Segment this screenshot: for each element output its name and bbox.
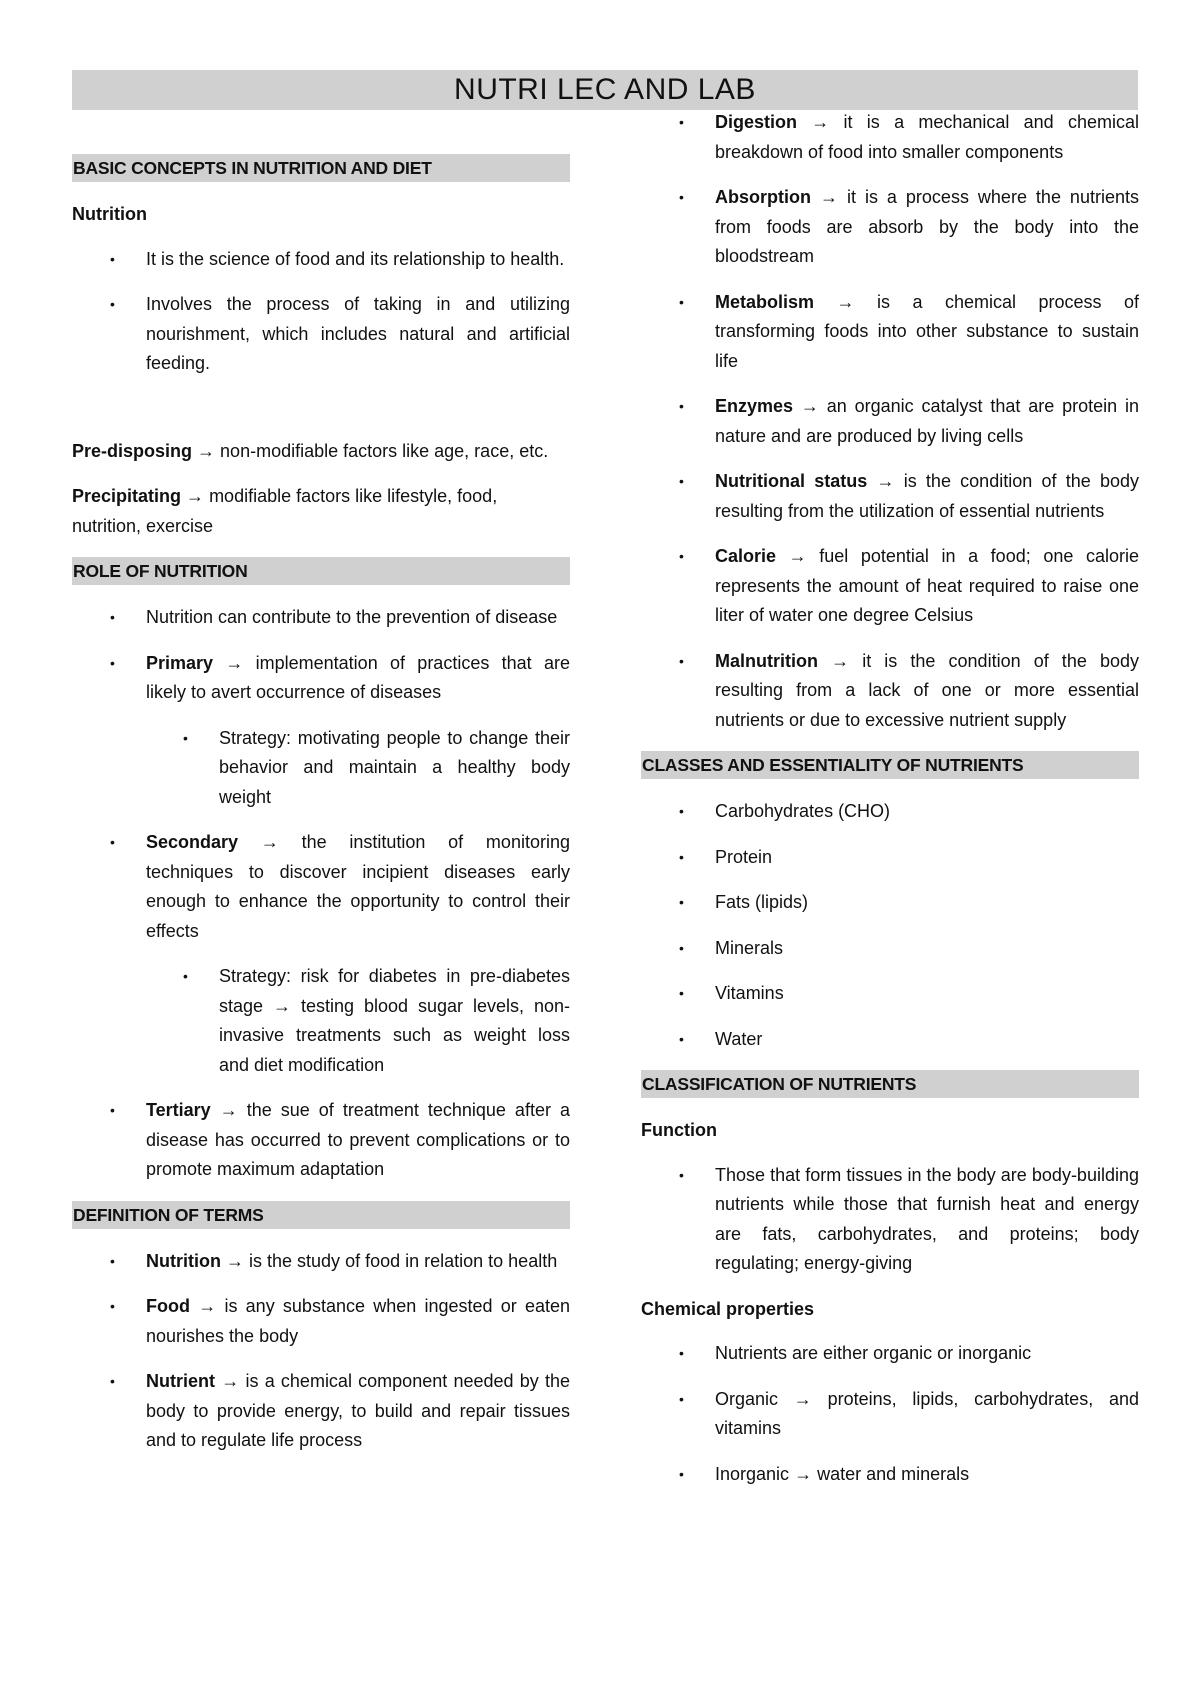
list-item: • Nutrition can contribute to the prevention of disease [72, 603, 570, 633]
bullet-icon: • [110, 1252, 115, 1269]
list-item: • Absorption → it is a process where the nutrients from foods are absorb by the body into the bloodstream [641, 183, 1139, 272]
list-item: • Nutrition → is the study of food in relation to health [72, 1247, 570, 1277]
list-item: • Strategy: risk for diabetes in pre-diabetes stage → testing blood sugar levels, non-invasive treatments such as weight loss and diet modification [72, 962, 570, 1080]
arrow-icon: → [794, 1463, 813, 1484]
arrow-icon: → [811, 112, 830, 132]
right-column [641, 108, 1139, 1505]
list-item: • Tertiary → the sue of treatment technique after a disease has occurred to prevent complications or to promote maximum adaptation [72, 1096, 570, 1185]
bullet-icon: • [183, 729, 188, 746]
bullet-icon: • [679, 985, 684, 1001]
arrow-icon: → [186, 486, 205, 506]
list-item: • It is the science of food and its relationship to health. [72, 245, 570, 275]
bullet-icon: • [679, 1030, 684, 1047]
arrow-icon: → [819, 187, 838, 207]
role-list [72, 603, 570, 1185]
list-item: • Nutritional status → is the condition of the body resulting from the utilization of essential nutrients [641, 467, 1139, 526]
subheading-chemical-properties: Chemical properties [641, 1298, 815, 1319]
subheading-function: Function [641, 1120, 717, 1140]
bullet-icon: • [679, 1166, 684, 1183]
page-title: NUTRI LEC AND LAB [72, 70, 1138, 110]
predisposing-paragraph: Pre-disposing → non-modifiable factors like age, race, etc. [72, 440, 549, 461]
section-heading-classification-of-nutrients: CLASSIFICATION OF NUTRIENTS [641, 1070, 1139, 1098]
arrow-icon: → [273, 995, 292, 1016]
list-item: • Food → is any substance when ingested or eaten nourishes the body [72, 1292, 570, 1351]
bullet-icon: • [679, 398, 684, 414]
subheading-nutrition: Nutrition [72, 204, 147, 224]
list-item: • Fats (lipids) [641, 888, 1139, 918]
bullet-icon: • [110, 834, 115, 850]
bullet-icon: • [110, 296, 115, 312]
bullet-icon: • [679, 848, 684, 865]
section-heading-basic-concepts: BASIC CONCEPTS IN NUTRITION AND DIET [72, 154, 570, 182]
arrow-icon: → [260, 832, 279, 852]
bullet-icon: • [110, 1373, 115, 1389]
bullet-icon: • [183, 968, 188, 984]
list-item: • Minerals [641, 934, 1139, 964]
bullet-icon: • [110, 1298, 115, 1314]
bullet-icon: • [679, 114, 684, 130]
arrow-icon: → [197, 440, 216, 461]
bullet-icon: • [679, 473, 684, 489]
list-item: • Malnutrition → it is the condition of the body resulting from a lack of one or more essential nutrients or due to excessive nutrient supply [641, 647, 1139, 736]
list-item: • Digestion → it is a mechanical and chemical breakdown of food into smaller components [641, 108, 1139, 167]
arrow-icon: → [198, 1296, 217, 1316]
bullet-icon: • [110, 654, 115, 671]
arrow-icon: → [221, 1371, 240, 1391]
left-column [72, 154, 570, 1472]
arrow-icon: → [876, 471, 895, 491]
list-item: • Those that form tissues in the body are body-building nutrients while those that furnish heat and energy are fats, carbohydrates, and proteins; body regulating; energy-giving [641, 1161, 1139, 1279]
definitions-list-right [641, 108, 1139, 735]
bullet-icon: • [679, 803, 684, 819]
list-item: • Nutrients are either organic or inorganic [641, 1339, 1139, 1369]
bullet-icon: • [679, 189, 684, 205]
list-item: • Nutrient → is a chemical component needed by the body to provide energy, to build and repair tissues and to regulate life process [72, 1367, 570, 1456]
list-item: • Enzymes → an organic catalyst that are protein in nature and are produced by living cells [641, 392, 1139, 451]
list-item: • Vitamins [641, 979, 1139, 1009]
arrow-icon: → [219, 1100, 238, 1120]
bullet-icon: • [679, 1465, 684, 1482]
list-item: • Carbohydrates (CHO) [641, 797, 1139, 827]
chemical-list [641, 1339, 1139, 1489]
section-heading-role-of-nutrition: ROLE OF NUTRITION [72, 557, 570, 585]
classes-list [641, 797, 1139, 1054]
arrow-icon: → [226, 1250, 244, 1271]
list-item: • Calorie → fuel potential in a food; one calorie represents the amount of heat required to raise one liter of water one degree Celsius [641, 542, 1139, 631]
list-item: • Involves the process of taking in and utilizing nourishment, which includes natural and artificial feeding. [72, 290, 570, 379]
function-list [641, 1161, 1139, 1279]
bullet-icon: • [679, 652, 684, 669]
arrow-icon: → [800, 396, 819, 416]
arrow-icon: → [836, 291, 855, 312]
section-heading-classes-of-nutrients: CLASSES AND ESSENTIALITY OF NUTRIENTS [641, 751, 1139, 779]
bullet-icon: • [679, 894, 684, 910]
bullet-icon: • [679, 548, 684, 564]
arrow-icon: → [831, 650, 850, 671]
list-item: • Secondary → the institution of monitoring techniques to discover incipient diseases early enough to enhance the opportunity to control their effects [72, 828, 570, 946]
definitions-list-left [72, 1247, 570, 1456]
bullet-icon: • [110, 1102, 115, 1118]
bullet-icon: • [679, 1345, 684, 1361]
bullet-icon: • [679, 293, 684, 310]
section-heading-definition-of-terms: DEFINITION OF TERMS [72, 1201, 570, 1229]
list-item: • Primary → implementation of practices that are likely to avert occurrence of diseases [72, 649, 570, 708]
list-item: • Strategy: motivating people to change their behavior and maintain a healthy body weight [72, 724, 570, 813]
bullet-icon: • [110, 609, 115, 625]
list-item: • Inorganic → water and minerals [641, 1460, 1139, 1490]
bullet-icon: • [679, 939, 684, 956]
arrow-icon: → [793, 1388, 812, 1409]
bullet-icon: • [679, 1390, 684, 1407]
list-item: • Organic → proteins, lipids, carbohydrates, and vitamins [641, 1385, 1139, 1444]
list-item: • Metabolism → is a chemical process of transforming foods into other substance to sustain life [641, 288, 1139, 377]
list-item: • Water [641, 1025, 1139, 1055]
precipitating-paragraph: Precipitating → modifiable factors like lifestyle, food, nutrition, exercise [72, 486, 498, 536]
list-item: • Protein [641, 843, 1139, 873]
arrow-icon: → [225, 652, 244, 673]
nutrition-list [72, 245, 570, 379]
arrow-icon: → [788, 546, 807, 566]
bullet-icon: • [110, 250, 115, 267]
